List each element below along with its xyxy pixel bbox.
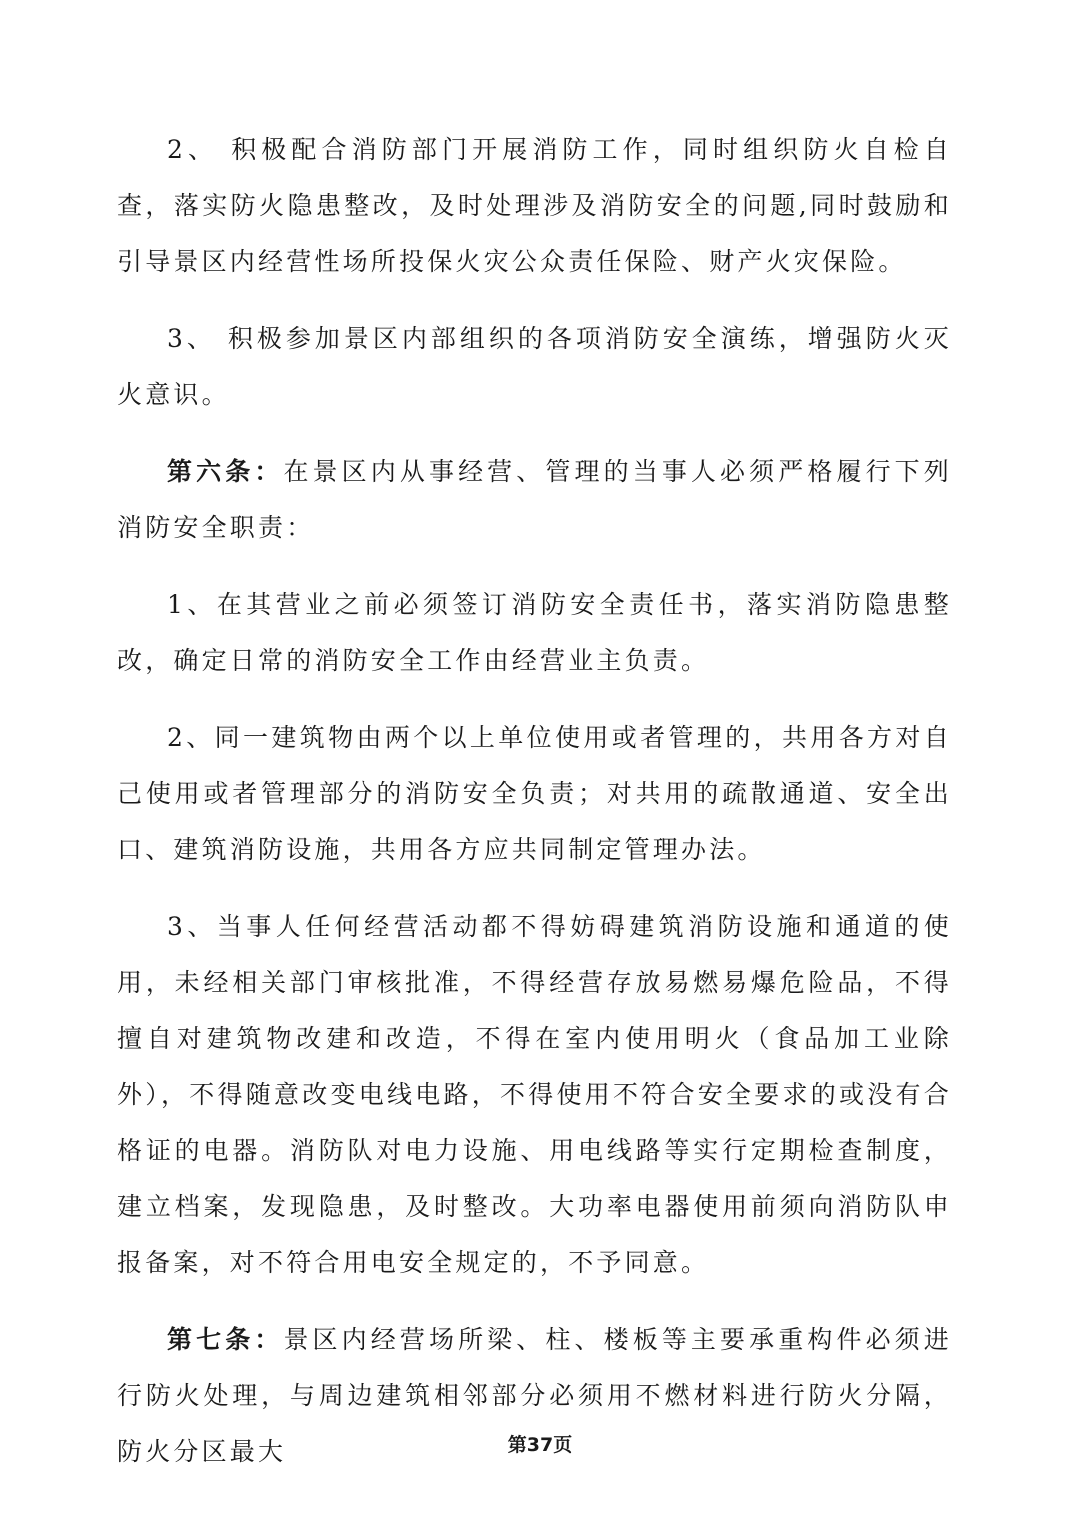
document-body [117,122,952,1480]
paragraph-text: 景区内经营场所梁、柱、楼板等主要承重构件必须进行防火处理，与周边建筑相邻部分必须用不燃材料进行防火分隔，防火分区最大 [117,1325,952,1466]
paragraph-text: 3、 积极参加景区内部组织的各项消防安全演练，增强防火灭火意识。 [117,324,952,409]
paragraph-text: 2、 积极配合消防部门开展消防工作，同时组织防火自检自查，落实防火隐患整改，及时处理涉及消防安全的问题,同时鼓励和引导景区内经营性场所投保火灾公众责任保险、财产火灾保险。 [117,135,952,276]
paragraph-text: 1、在其营业之前必须签订消防安全责任书，落实消防隐患整改，确定日常的消防安全工作由经营业主负责。 [117,590,952,675]
paragraph-item-2-shared-building [117,710,952,878]
paragraph-item-3-drills [117,311,952,423]
paragraph-item-1-responsibility [117,577,952,689]
paragraph-text: 3、当事人任何经营活动都不得妨碍建筑消防设施和通道的使用，未经相关部门审核批准，不得经营存放易燃易爆危险品，不得擅自对建筑物改建和改造，不得在室内使用明火（食品加工业除外），不得随意改变电线电路，不得使用不符合安全要求的或没有合格证的电器。消防队对电力设施、用电线路等实行定期检查制度，建立档案，发现隐患，及时整改。大功率电器使用前须向消防队申报备案，对不符合用电安全规定的，不予同意。 [117,912,952,1277]
paragraph-text: 2、同一建筑物由两个以上单位使用或者管理的，共用各方对自己使用或者管理部分的消防安全负责；对共用的疏散通道、安全出口、建筑消防设施，共用各方应共同制定管理办法。 [117,723,952,864]
paragraph-item-3-business-activities [117,899,952,1291]
article-heading: 第七条： [167,1325,284,1354]
page-number: 第37页 [507,1434,573,1456]
paragraph-item-2-cooperate [117,122,952,290]
paragraph-text: 在景区内从事经营、管理的当事人必须严格履行下列消防安全职责： [117,457,952,542]
paragraph-article-6 [117,444,952,556]
article-heading: 第六条： [167,457,284,486]
